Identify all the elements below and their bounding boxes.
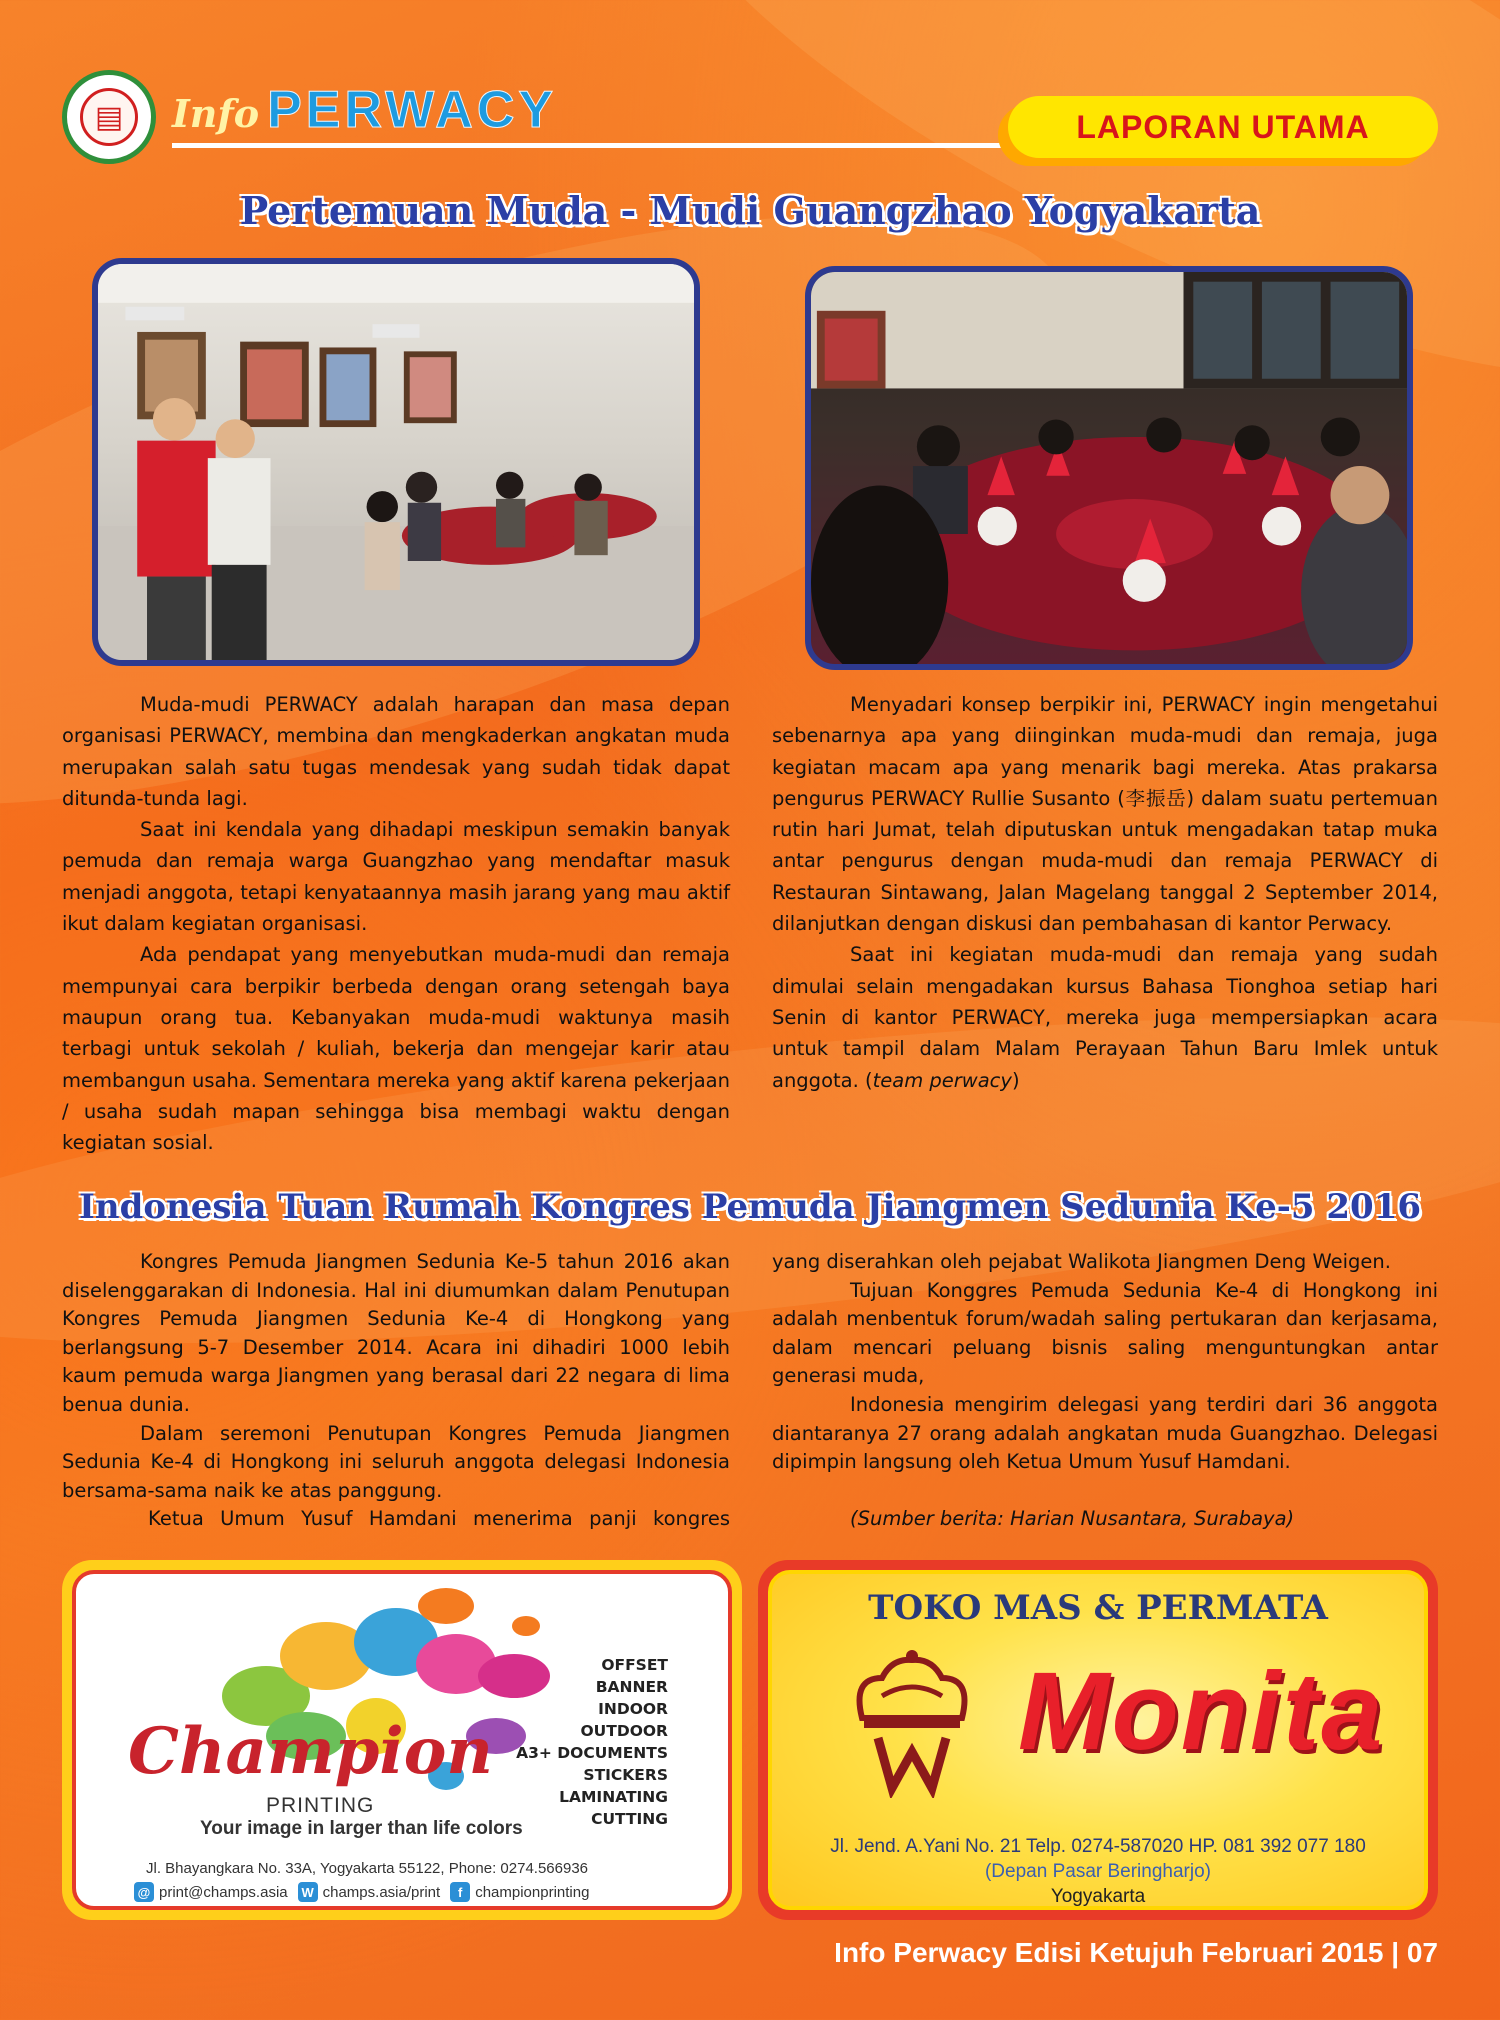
article1-photo-speaker: [92, 258, 700, 666]
champion-facebook-text: championprinting: [475, 1883, 590, 1901]
article2-paragraph: yang diserahkan oleh pejabat Walikota Jiangmen Deng Weigen.: [772, 1250, 1391, 1273]
champion-email[interactable]: [134, 1882, 288, 1902]
monita-city: Yogyakarta: [1050, 1886, 1146, 1907]
monita-jewelry-ad[interactable]: [758, 1560, 1438, 1920]
monita-ad-panel: [768, 1570, 1428, 1910]
champion-email-text: print@champs.asia: [159, 1883, 288, 1901]
brand-main-text: PERWACY: [267, 81, 558, 139]
service-item: A3+ DOCUMENTS: [516, 1744, 668, 1762]
monita-wordmark: Monita: [1018, 1650, 1385, 1773]
brand-info-text: Info: [172, 91, 260, 136]
service-item: LAMINATING: [559, 1788, 668, 1806]
champion-facebook[interactable]: [450, 1882, 589, 1902]
monita-heading: TOKO MAS & PERMATA: [868, 1588, 1328, 1628]
magazine-brand: [172, 80, 557, 140]
article2-paragraph: Tujuan Konggres Pemuda Sedunia Ke-4 di Hongkong ini adalah menbentuk forum/wadah saling pertukaran dan kerjasama, dalam mencari peluang bisnis saling menguntungkan antar generasi muda,: [772, 1278, 1438, 1388]
champion-ad-panel: [72, 1570, 732, 1910]
article1-paragraph-with-credit: [772, 939, 1438, 1095]
champion-website-text: champs.asia/print: [322, 1883, 441, 1901]
service-item: INDOOR: [598, 1700, 668, 1718]
article2-paragraph: Ketua Umum Yusuf Hamdani menerima panji kongres: [148, 1507, 730, 1531]
champion-website[interactable]: [298, 1882, 441, 1902]
champion-tagline: Your image in larger than life colors: [200, 1818, 523, 1839]
article1-paragraph: Ada pendapat yang menyebutkan muda-mudi dan remaja mempunyai cara berpikir berbeda dengan orang setengah baya maupun orang tua. Kebanyakan muda-mudi waktunya masih terbagi untuk sekolah / kuliah, bekerja dan mengejar karir atau membangun usaha. Sementara mereka yang aktif karena pekerjaan / usaha sudah mapan sehingga bisa membagi waktu dengan kegiatan sosial.: [62, 943, 730, 1155]
page-footer: Info Perwacy Edisi Ketujuh Februari 2015 | 07: [834, 1937, 1438, 1968]
champion-address: Jl. Bhayangkara No. 33A, Yogyakarta 55122, Phone: 0274.566936: [146, 1860, 589, 1877]
champion-wordmark: Champion: [128, 1714, 493, 1789]
article2-column-right: [772, 1248, 1438, 1533]
champion-services-list: [516, 1654, 668, 1830]
article2-title: Indonesia Tuan Rumah Kongres Pemuda Jiangmen Sedunia Ke-5 2016: [78, 1187, 1422, 1227]
monita-landmark: (Depan Pasar Beringharjo): [984, 1861, 1211, 1882]
email-icon: @: [134, 1882, 154, 1902]
perwacy-logo: [62, 70, 156, 164]
article1-column-left: [62, 689, 730, 1158]
crown-logo-icon: [842, 1648, 982, 1798]
logo-emblem-icon: ▤: [80, 88, 138, 146]
article1-credit-close: ): [1011, 1068, 1020, 1092]
section-badge: LAPORAN UTAMA: [1008, 96, 1438, 158]
article2-paragraph: Indonesia mengirim delegasi yang terdiri dari 36 anggota diantaranya 27 orang adalah angkatan muda Guangzhao. Delegasi dipimpin langsung oleh Ketua Umum Yusuf Hamdani.: [772, 1392, 1438, 1474]
facebook-icon: f: [450, 1882, 470, 1902]
monita-address: Jl. Jend. A.Yani No. 21 Telp. 0274-587020 HP. 081 392 077 180: [830, 1836, 1366, 1857]
champion-printing-label: PRINTING: [266, 1794, 375, 1817]
header-divider: [172, 143, 1012, 148]
web-icon: W: [298, 1882, 318, 1902]
article2-paragraph: Dalam seremoni Penutupan Kongres Pemuda Jiangmen Sedunia Ke-4 di Hongkong ini seluruh anggota delegasi Indonesia bersama-sama naik ke atas panggung.: [62, 1421, 730, 1502]
article1-photo-dinner: [805, 266, 1413, 670]
service-item: OUTDOOR: [580, 1722, 668, 1740]
article1-column-right: [772, 689, 1438, 1096]
article2-column-left: [62, 1248, 730, 1534]
article2-source: (Sumber berita: Harian Nusantara, Surabaya): [850, 1506, 1295, 1530]
article1-paragraph: Saat ini kendala yang dihadapi meskipun semakin banyak pemuda dan remaja warga Guangzhao yang mendaftar masuk menjadi anggota, tetapi kenyataannya masih jarang yang mau aktif ikut dalam kegiatan organisasi.: [62, 818, 730, 936]
article1-credit: team perwacy: [872, 1068, 1012, 1092]
service-item: OFFSET: [601, 1656, 668, 1674]
article2-paragraph: Kongres Pemuda Jiangmen Sedunia Ke-5 tahun 2016 akan diselenggarakan di Indonesia. Hal ini diumumkan dalam Penutupan Kongres Pemuda Jiangmen Sedunia Ke-4 di Hongkong yang berlangsung 5-7 Desember 2014. Acara ini dihadiri 1000 lebih kaum pemuda warga Jiangmen yang berasal dari 22 negara di lima benua dunia.: [62, 1250, 730, 1416]
article1-title: Pertemuan Muda - Mudi Guangzhao Yogyakarta: [239, 188, 1261, 233]
article1-paragraph: Saat ini kegiatan muda-mudi dan remaja yang sudah dimulai selain mengadakan kursus Bahasa Tionghoa setiap hari Senin di kantor PERWACY, mereka juga mempersiapkan acara untuk tampil dalam Malam Perayaan Tahun Baru Imlek untuk anggota. (: [772, 943, 1438, 1092]
service-item: STICKERS: [583, 1766, 668, 1784]
service-item: CUTTING: [591, 1810, 668, 1828]
article1-paragraph: Muda-mudi PERWACY adalah harapan dan masa depan organisasi PERWACY, membina dan mengkaderkan angkatan muda merupakan salah satu tugas mendesak yang sudah tidak dapat ditunda-tunda lagi.: [62, 693, 730, 810]
article1-paragraph: Menyadari konsep berpikir ini, PERWACY ingin mengetahui sebenarnya apa yang diinginkan muda-mudi dan remaja, juga kegiatan macam apa yang menarik bagi mereka. Atas prakarsa pengurus PERWACY Rullie Susanto (李振岳) dalam suatu pertemuan rutin hari Jumat, telah diputuskan untuk mengadakan tatap muka antar pengurus dengan muda-mudi dan remaja PERWACY di Restauran Sintawang, Jalan Magelang tanggal 2 September 2014, dilanjutkan dengan diskusi dan pembahasan di kantor Perwacy.: [772, 693, 1438, 936]
service-item: BANNER: [595, 1678, 668, 1696]
champion-printing-ad[interactable]: [62, 1560, 742, 1920]
champion-contacts: [134, 1882, 589, 1902]
